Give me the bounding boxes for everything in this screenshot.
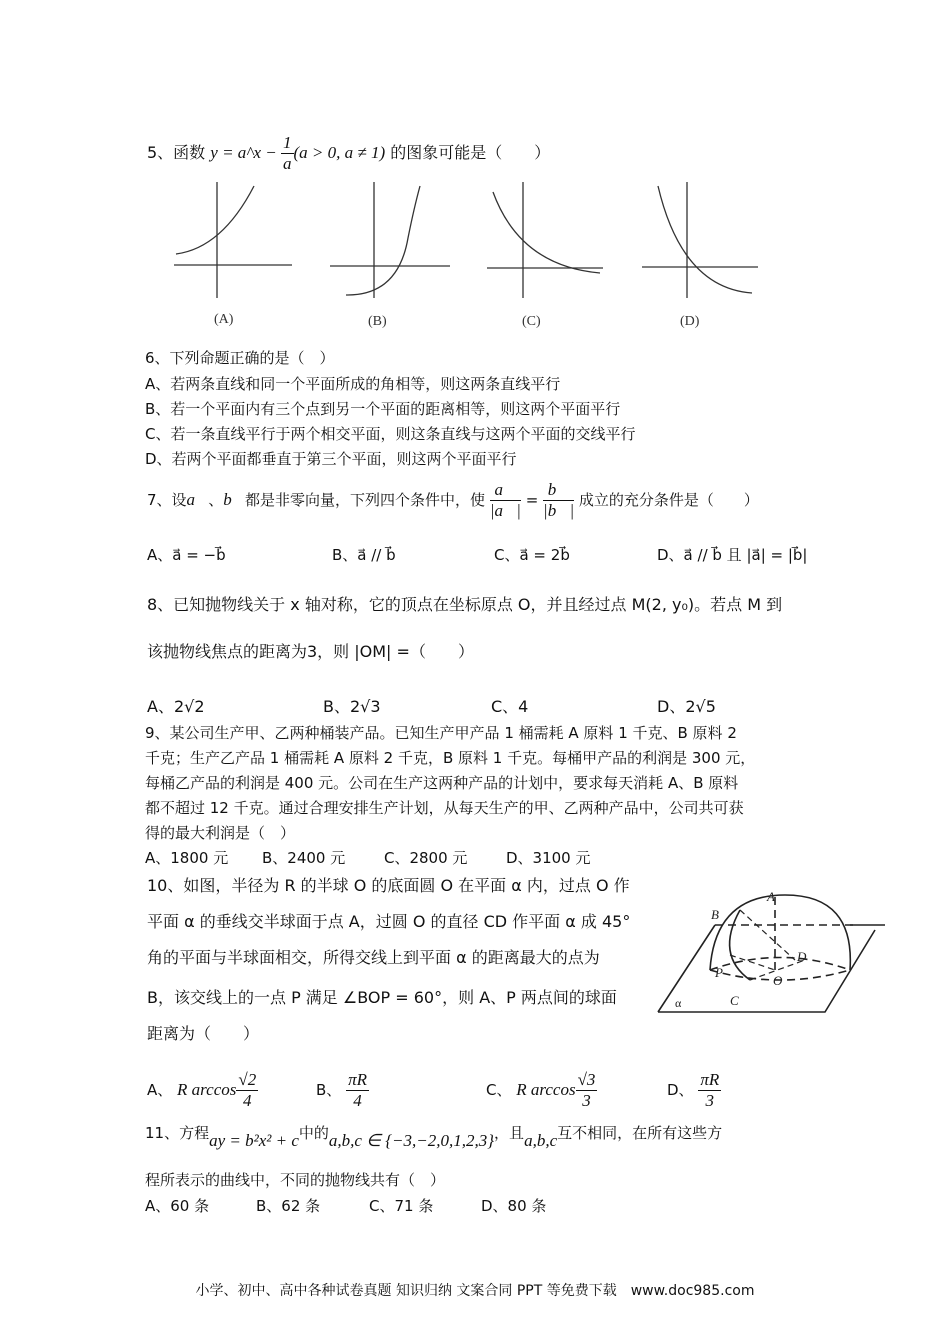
question-11-line-2: 程所表示的曲线中，不同的抛物线共有（ ） bbox=[145, 1171, 446, 1189]
q5-num: 5、函数 bbox=[147, 143, 206, 162]
figure-label-o: O bbox=[773, 973, 783, 988]
q10-c-den: 3 bbox=[582, 1091, 591, 1110]
q9-option-a: A、1800 元 bbox=[145, 849, 229, 867]
graph-d bbox=[640, 178, 770, 303]
question-11-line-1 bbox=[145, 1123, 723, 1150]
q11-text-a: 11、方程 bbox=[145, 1124, 210, 1142]
q10-d-num: πR bbox=[700, 1070, 720, 1089]
q6-option-b: B、若一个平面内有三个点到另一个平面的距离相等，则这两个平面平行 bbox=[145, 400, 621, 418]
q11-text-b: 中的 bbox=[298, 1124, 329, 1142]
q10-option-c-frac bbox=[576, 1070, 598, 1111]
q7-frac1-num: a⃗ bbox=[490, 480, 521, 501]
q9-option-c: C、2800 元 bbox=[384, 849, 468, 867]
graph-label-a: (A) bbox=[214, 312, 234, 327]
q10-option-d-frac bbox=[698, 1070, 721, 1111]
question-8-line-1: 8、已知抛物线关于 x 轴对称，它的顶点在坐标原点 O，并且经过点 M(2, y₀)。若点 M 到 bbox=[147, 595, 783, 614]
q7-vec-b: b⃗ bbox=[223, 490, 246, 509]
q11-option-a: A、60 条 bbox=[145, 1197, 210, 1215]
graph-c bbox=[485, 178, 615, 303]
q5-frac-den: a bbox=[283, 154, 292, 173]
q7-option-c: C、a⃗ = 2b⃗ bbox=[494, 546, 570, 564]
question-9-line-5: 得的最大利润是（ ） bbox=[145, 824, 296, 842]
q10-option-b-frac bbox=[346, 1070, 369, 1111]
graph-label-c: (C) bbox=[522, 314, 541, 329]
q10-d-den: 3 bbox=[705, 1091, 715, 1110]
q10-option-b-label: B、 bbox=[316, 1081, 342, 1099]
figure-label-b: B bbox=[711, 907, 719, 922]
page-footer: 小学、初中、高中各种试卷真题 知识归纳 文案合同 PPT 等免费下载 www.doc985.com bbox=[195, 1283, 755, 1299]
hemisphere-figure bbox=[655, 885, 895, 1020]
q10-option-d-label: D、 bbox=[667, 1081, 694, 1099]
question-9-line-1: 9、某公司生产甲、乙两种桶装产品。已知生产甲产品 1 桶需耗 A 原料 1 千克、B 原料 2 bbox=[145, 724, 737, 742]
graph-b bbox=[328, 178, 458, 303]
q11-text-d: 互不相同，在所有这些方 bbox=[557, 1124, 723, 1142]
q10-option-d bbox=[667, 1070, 721, 1111]
figure-label-a: A bbox=[767, 889, 775, 904]
question-10-line-3: 角的平面与半球面相交，所得交线上到平面 α 的距离最大的点为 bbox=[147, 948, 600, 967]
q8-option-b: B、2√3 bbox=[323, 697, 381, 716]
question-6: 6、下列命题正确的是（ ） bbox=[145, 349, 335, 367]
q5-frac-num: 1 bbox=[283, 133, 292, 152]
figure-label-p: P bbox=[715, 965, 723, 980]
q11-text-c: ，且 bbox=[494, 1124, 525, 1142]
figure-label-c: C bbox=[730, 993, 739, 1008]
question-7 bbox=[147, 480, 759, 521]
q5-condition: (a > 0, a ≠ 1) bbox=[293, 143, 386, 162]
question-9-line-2: 千克；生产乙产品 1 桶需耗 A 原料 2 千克，B 原料 1 千克。每桶甲产品的利润是 300 元， bbox=[145, 749, 756, 767]
q6-option-d: D、若两个平面都垂直于第三个平面，则这两个平面平行 bbox=[145, 450, 517, 468]
q7-vec-a: a⃗ bbox=[186, 490, 209, 509]
q10-option-a-pre: R arccos bbox=[177, 1080, 237, 1099]
q10-option-a bbox=[147, 1070, 258, 1111]
graph-label-b: (B) bbox=[368, 314, 387, 329]
question-5 bbox=[147, 133, 550, 174]
q10-option-c-label: C、 bbox=[486, 1081, 512, 1099]
q7-sep: 、 bbox=[208, 491, 224, 509]
q10-c-num: √3 bbox=[577, 1070, 596, 1089]
q11-equation: ay = b²x² + c bbox=[209, 1131, 299, 1150]
question-9-line-4: 都不超过 12 千克。通过合理安排生产计划，从每天生产的甲、乙两种产品中，公司共可获 bbox=[145, 799, 744, 817]
question-9-line-3: 每桶乙产品的利润是 400 元。公司在生产这两种产品的计划中，要求每天消耗 A、B 原料 bbox=[145, 774, 739, 792]
q7-frac1-den: |a⃗| bbox=[489, 501, 521, 520]
question-8-line-2: 该抛物线焦点的距离为3，则 |OM| =（ ） bbox=[147, 642, 474, 661]
q7-frac-2 bbox=[543, 480, 574, 521]
q11-option-b: B、62 条 bbox=[256, 1197, 321, 1215]
question-10-line-5: 距离为（ ） bbox=[147, 1024, 260, 1043]
q10-option-c-pre: R arccos bbox=[516, 1080, 576, 1099]
q10-b-den: 4 bbox=[353, 1091, 362, 1110]
q7-frac2-num: b⃗ bbox=[543, 480, 574, 501]
q10-option-b bbox=[316, 1070, 369, 1111]
q7-frac-1 bbox=[490, 480, 521, 521]
q11-set: a,b,c ∈ {−3,−2,0,1,2,3} bbox=[328, 1131, 495, 1150]
q7-frac2-den: |b⃗| bbox=[543, 501, 575, 520]
q11-option-c: C、71 条 bbox=[369, 1197, 434, 1215]
question-10-line-1: 10、如图，半径为 R 的半球 O 的底面圆 O 在平面 α 内，过点 O 作 bbox=[147, 876, 630, 895]
q5-formula: y = a^x − bbox=[210, 143, 281, 162]
q10-option-c bbox=[486, 1070, 597, 1111]
q5-fraction bbox=[281, 133, 294, 174]
q5-tail: 的图象可能是（ ） bbox=[390, 143, 551, 162]
graph-label-d: (D) bbox=[680, 314, 700, 329]
q8-option-c: C、4 bbox=[491, 697, 529, 716]
q10-a-den: 4 bbox=[243, 1091, 252, 1110]
q9-option-d: D、3100 元 bbox=[506, 849, 591, 867]
q10-option-a-label: A、 bbox=[147, 1081, 173, 1099]
q6-option-a: A、若两条直线和同一个平面所成的角相等，则这两条直线平行 bbox=[145, 375, 561, 393]
question-10-line-4: B，该交线上的一点 P 满足 ∠BOP = 60°，则 A、P 两点间的球面 bbox=[147, 988, 617, 1007]
q7-stem-b: 都是非零向量，下列四个条件中，使 bbox=[245, 491, 486, 509]
q7-option-d: D、a⃗ // b⃗ 且 |a⃗| = |b⃗| bbox=[657, 546, 808, 564]
q11-abc: a,b,c bbox=[524, 1131, 558, 1150]
q10-a-num: √2 bbox=[238, 1070, 257, 1089]
figure-label-d: D bbox=[797, 949, 807, 964]
q6-option-c: C、若一条直线平行于两个相交平面，则这条直线与这两个平面的交线平行 bbox=[145, 425, 636, 443]
q10-b-num: πR bbox=[348, 1070, 367, 1089]
q7-option-b: B、a⃗ // b⃗ bbox=[332, 546, 396, 564]
q11-option-d: D、80 条 bbox=[481, 1197, 547, 1215]
q7-stem-c: 成立的充分条件是（ ） bbox=[578, 491, 759, 509]
q8-option-d: D、2√5 bbox=[657, 697, 716, 716]
q8-option-a: A、2√2 bbox=[147, 697, 205, 716]
q7-eq: = bbox=[525, 491, 539, 509]
figure-label-alpha: α bbox=[675, 996, 682, 1010]
q10-option-a-frac bbox=[236, 1070, 258, 1111]
q7-option-a: A、a⃗ = −b⃗ bbox=[147, 546, 226, 564]
q7-stem-a: 7、设 bbox=[147, 491, 187, 509]
question-10-line-2: 平面 α 的垂线交半球面于点 A，过圆 O 的直径 CD 作平面 α 成 45° bbox=[147, 912, 631, 931]
graph-a bbox=[172, 178, 302, 303]
q9-option-b: B、2400 元 bbox=[262, 849, 346, 867]
